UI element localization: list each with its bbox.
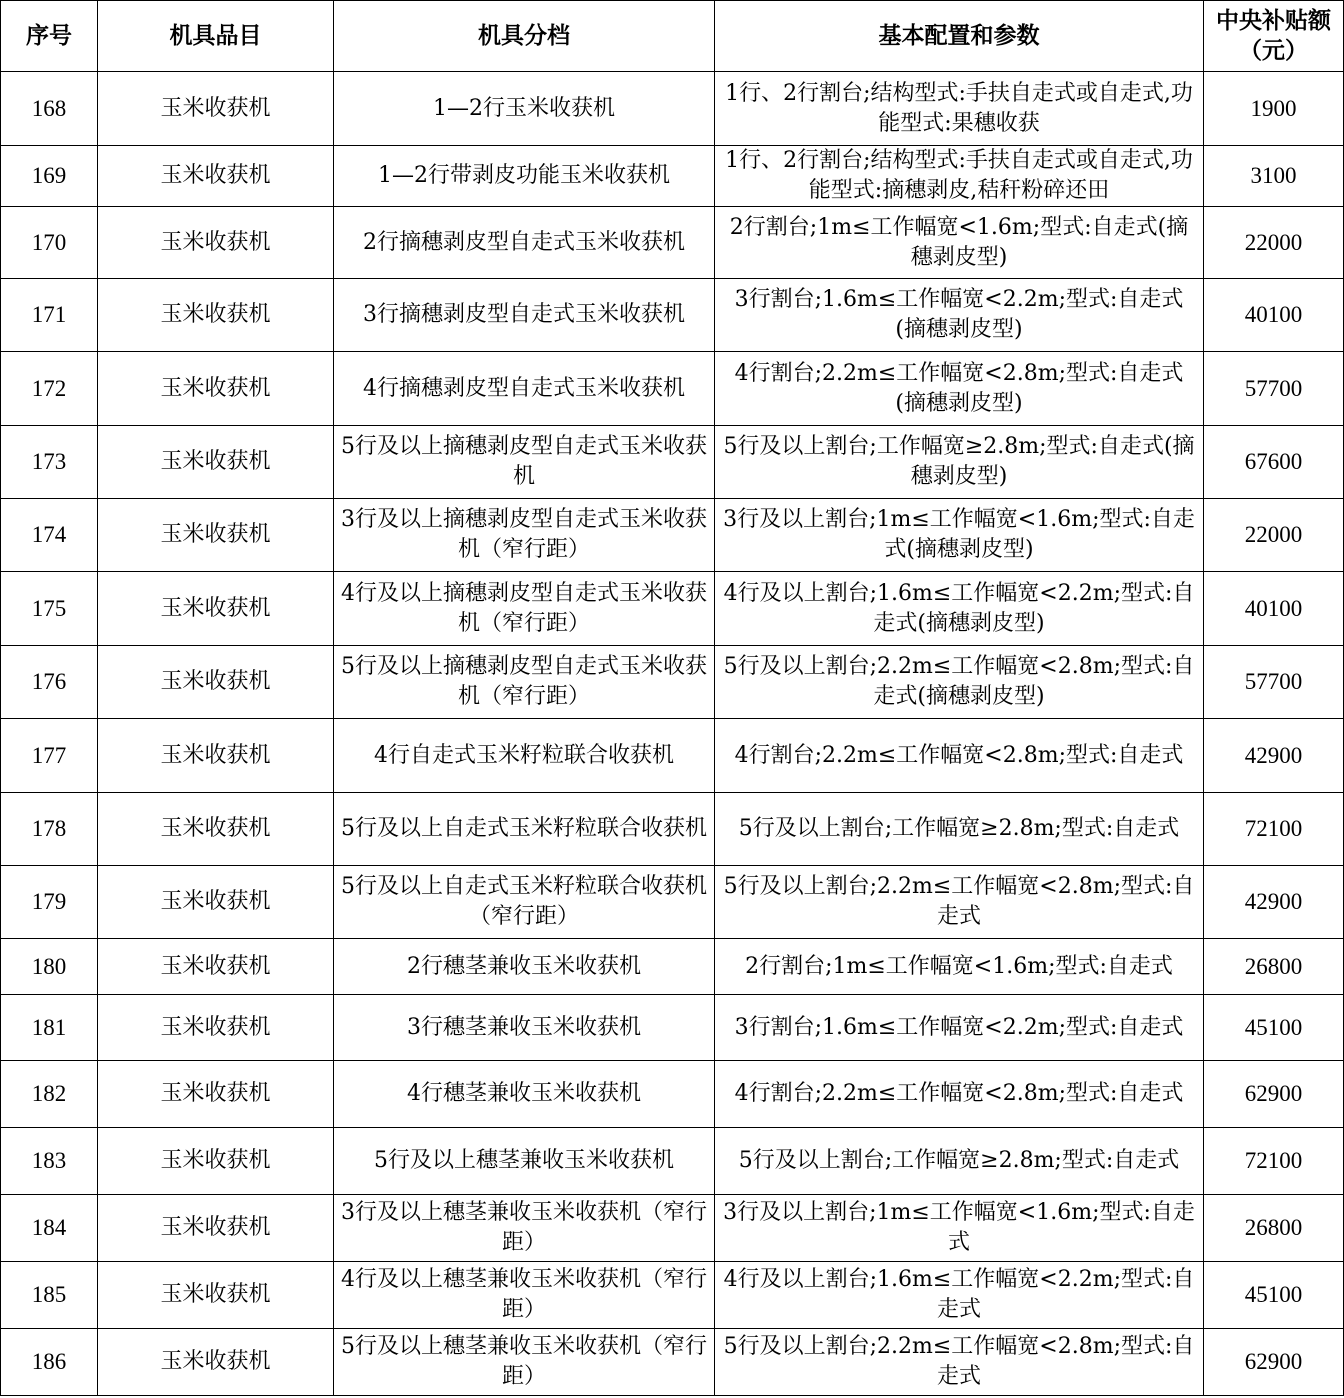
cell-item: 玉米收获机 <box>98 1195 334 1262</box>
cell-no: 172 <box>1 352 98 426</box>
table-row <box>1 646 1344 719</box>
cell-config: 5行及以上割台;工作幅宽≥2.8m;型式:自走式 <box>715 793 1204 866</box>
cell-grade: 5行及以上摘穗剥皮型自走式玉米收获机 <box>334 426 715 499</box>
cell-item: 玉米收获机 <box>98 939 334 995</box>
cell-item: 玉米收获机 <box>98 1262 334 1329</box>
cell-grade: 3行及以上摘穗剥皮型自走式玉米收获机（窄行距） <box>334 499 715 572</box>
header-row <box>1 1 1344 72</box>
cell-subsidy: 3100 <box>1204 146 1344 207</box>
cell-grade: 3行穗茎兼收玉米收获机 <box>334 995 715 1061</box>
cell-config: 4行及以上割台;1.6m≤工作幅宽<2.2m;型式:自走式(摘穗剥皮型) <box>715 572 1204 646</box>
cell-subsidy: 72100 <box>1204 1128 1344 1195</box>
table-row <box>1 1262 1344 1329</box>
table-row <box>1 939 1344 995</box>
cell-grade: 5行及以上自走式玉米籽粒联合收获机 <box>334 793 715 866</box>
cell-no: 184 <box>1 1195 98 1262</box>
cell-grade: 4行及以上摘穗剥皮型自走式玉米收获机（窄行距） <box>334 572 715 646</box>
header-item: 机具品目 <box>98 1 334 72</box>
cell-item: 玉米收获机 <box>98 719 334 793</box>
cell-subsidy: 22000 <box>1204 207 1344 279</box>
table-row <box>1 72 1344 146</box>
cell-grade: 2行摘穗剥皮型自走式玉米收获机 <box>334 207 715 279</box>
cell-no: 177 <box>1 719 98 793</box>
cell-subsidy: 72100 <box>1204 793 1344 866</box>
cell-grade: 1—2行带剥皮功能玉米收获机 <box>334 146 715 207</box>
cell-no: 178 <box>1 793 98 866</box>
cell-grade: 5行及以上摘穗剥皮型自走式玉米收获机（窄行距） <box>334 646 715 719</box>
cell-config: 2行割台;1m≤工作幅宽<1.6m;型式:自走式 <box>715 939 1204 995</box>
table-row <box>1 207 1344 279</box>
cell-subsidy: 40100 <box>1204 279 1344 352</box>
cell-no: 174 <box>1 499 98 572</box>
cell-subsidy: 26800 <box>1204 939 1344 995</box>
cell-config: 5行及以上割台;2.2m≤工作幅宽<2.8m;型式:自走式 <box>715 866 1204 939</box>
cell-item: 玉米收获机 <box>98 72 334 146</box>
cell-item: 玉米收获机 <box>98 572 334 646</box>
cell-item: 玉米收获机 <box>98 995 334 1061</box>
cell-no: 175 <box>1 572 98 646</box>
cell-subsidy: 62900 <box>1204 1061 1344 1128</box>
cell-item: 玉米收获机 <box>98 207 334 279</box>
cell-grade: 3行摘穗剥皮型自走式玉米收获机 <box>334 279 715 352</box>
table-row <box>1 793 1344 866</box>
table-row <box>1 352 1344 426</box>
cell-config: 5行及以上割台;2.2m≤工作幅宽<2.8m;型式:自走式 <box>715 1329 1204 1396</box>
cell-config: 5行及以上割台;工作幅宽≥2.8m;型式:自走式(摘穗剥皮型) <box>715 426 1204 499</box>
cell-subsidy: 26800 <box>1204 1195 1344 1262</box>
cell-item: 玉米收获机 <box>98 426 334 499</box>
cell-subsidy: 22000 <box>1204 499 1344 572</box>
cell-grade: 3行及以上穗茎兼收玉米收获机（窄行距） <box>334 1195 715 1262</box>
cell-item: 玉米收获机 <box>98 1329 334 1396</box>
cell-item: 玉米收获机 <box>98 1061 334 1128</box>
header-config: 基本配置和参数 <box>715 1 1204 72</box>
cell-no: 180 <box>1 939 98 995</box>
cell-subsidy: 57700 <box>1204 646 1344 719</box>
cell-config: 1行、2行割台;结构型式:手扶自走式或自走式,功能型式:摘穗剥皮,秸秆粉碎还田 <box>715 146 1204 207</box>
table-row <box>1 1195 1344 1262</box>
cell-config: 5行及以上割台;2.2m≤工作幅宽<2.8m;型式:自走式(摘穗剥皮型) <box>715 646 1204 719</box>
cell-config: 4行割台;2.2m≤工作幅宽<2.8m;型式:自走式 <box>715 719 1204 793</box>
table-row <box>1 279 1344 352</box>
cell-item: 玉米收获机 <box>98 793 334 866</box>
table-row <box>1 499 1344 572</box>
cell-subsidy: 45100 <box>1204 995 1344 1061</box>
cell-grade: 4行摘穗剥皮型自走式玉米收获机 <box>334 352 715 426</box>
cell-no: 170 <box>1 207 98 279</box>
cell-item: 玉米收获机 <box>98 646 334 719</box>
header-subsidy: 中央补贴额（元） <box>1204 1 1344 72</box>
table-row <box>1 572 1344 646</box>
cell-no: 183 <box>1 1128 98 1195</box>
header-no: 序号 <box>1 1 98 72</box>
table-row <box>1 1128 1344 1195</box>
cell-config: 3行割台;1.6m≤工作幅宽<2.2m;型式:自走式 <box>715 995 1204 1061</box>
cell-subsidy: 57700 <box>1204 352 1344 426</box>
cell-no: 186 <box>1 1329 98 1396</box>
cell-subsidy: 42900 <box>1204 866 1344 939</box>
cell-config: 2行割台;1m≤工作幅宽<1.6m;型式:自走式(摘穗剥皮型) <box>715 207 1204 279</box>
table-body <box>1 72 1344 1396</box>
cell-grade: 2行穗茎兼收玉米收获机 <box>334 939 715 995</box>
cell-subsidy: 40100 <box>1204 572 1344 646</box>
cell-item: 玉米收获机 <box>98 146 334 207</box>
cell-config: 3行割台;1.6m≤工作幅宽<2.2m;型式:自走式(摘穗剥皮型) <box>715 279 1204 352</box>
cell-subsidy: 1900 <box>1204 72 1344 146</box>
cell-no: 171 <box>1 279 98 352</box>
table-row <box>1 146 1344 207</box>
cell-no: 173 <box>1 426 98 499</box>
table-row <box>1 426 1344 499</box>
cell-item: 玉米收获机 <box>98 866 334 939</box>
cell-grade: 4行自走式玉米籽粒联合收获机 <box>334 719 715 793</box>
table-row <box>1 1061 1344 1128</box>
cell-no: 169 <box>1 146 98 207</box>
cell-config: 1行、2行割台;结构型式:手扶自走式或自走式,功能型式:果穗收获 <box>715 72 1204 146</box>
cell-no: 179 <box>1 866 98 939</box>
cell-no: 168 <box>1 72 98 146</box>
cell-subsidy: 67600 <box>1204 426 1344 499</box>
cell-subsidy: 45100 <box>1204 1262 1344 1329</box>
table-row <box>1 866 1344 939</box>
cell-grade: 5行及以上穗茎兼收玉米收获机（窄行距） <box>334 1329 715 1396</box>
cell-config: 4行及以上割台;1.6m≤工作幅宽<2.2m;型式:自走式 <box>715 1262 1204 1329</box>
cell-item: 玉米收获机 <box>98 499 334 572</box>
cell-config: 4行割台;2.2m≤工作幅宽<2.8m;型式:自走式 <box>715 1061 1204 1128</box>
cell-grade: 5行及以上穗茎兼收玉米收获机 <box>334 1128 715 1195</box>
cell-config: 4行割台;2.2m≤工作幅宽<2.8m;型式:自走式(摘穗剥皮型) <box>715 352 1204 426</box>
cell-grade: 4行及以上穗茎兼收玉米收获机（窄行距） <box>334 1262 715 1329</box>
cell-grade: 5行及以上自走式玉米籽粒联合收获机（窄行距） <box>334 866 715 939</box>
cell-config: 3行及以上割台;1m≤工作幅宽<1.6m;型式:自走式 <box>715 1195 1204 1262</box>
cell-item: 玉米收获机 <box>98 1128 334 1195</box>
cell-item: 玉米收获机 <box>98 279 334 352</box>
cell-config: 5行及以上割台;工作幅宽≥2.8m;型式:自走式 <box>715 1128 1204 1195</box>
cell-no: 181 <box>1 995 98 1061</box>
cell-no: 182 <box>1 1061 98 1128</box>
cell-subsidy: 62900 <box>1204 1329 1344 1396</box>
table-row <box>1 1329 1344 1396</box>
cell-item: 玉米收获机 <box>98 352 334 426</box>
cell-grade: 1—2行玉米收获机 <box>334 72 715 146</box>
table-row <box>1 995 1344 1061</box>
cell-subsidy: 42900 <box>1204 719 1344 793</box>
cell-config: 3行及以上割台;1m≤工作幅宽<1.6m;型式:自走式(摘穗剥皮型) <box>715 499 1204 572</box>
table-row <box>1 719 1344 793</box>
header-grade: 机具分档 <box>334 1 715 72</box>
cell-no: 176 <box>1 646 98 719</box>
cell-no: 185 <box>1 1262 98 1329</box>
cell-grade: 4行穗茎兼收玉米收获机 <box>334 1061 715 1128</box>
